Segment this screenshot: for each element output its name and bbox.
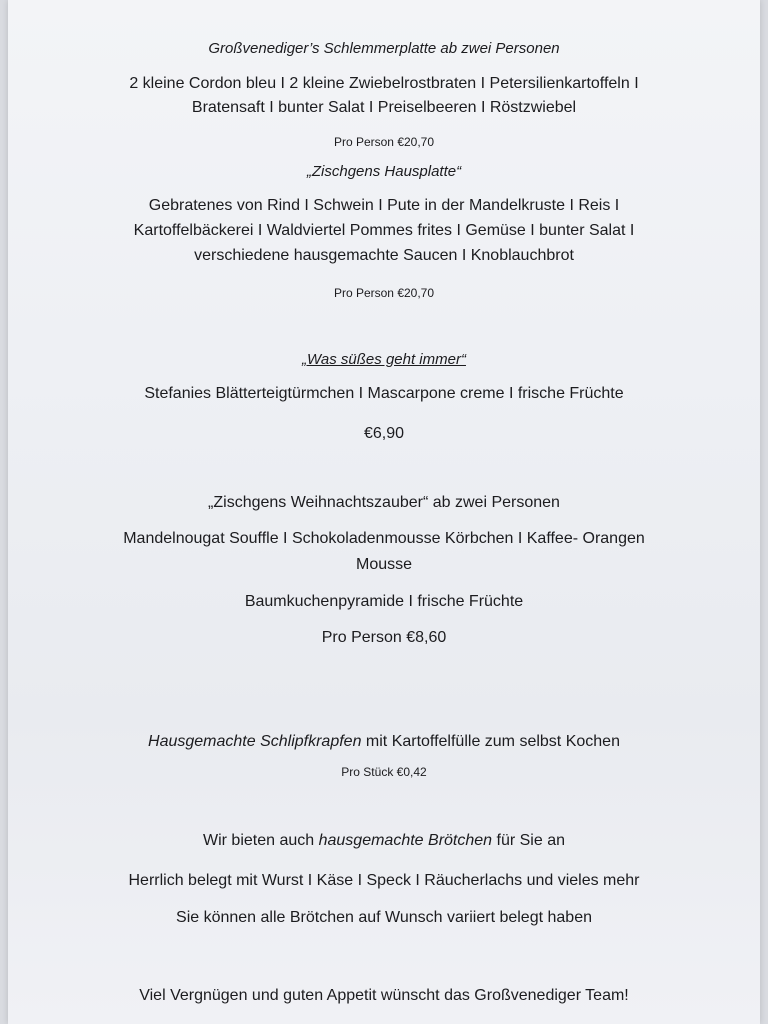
closing-line-variation: Sie können alle Brötchen auf Wunsch variiert belegt haben (176, 909, 592, 926)
dish-description-line: 2 kleine Cordon bleu I 2 kleine Zwiebelrostbraten I Petersilienkartoffeln I (129, 75, 639, 92)
menu-page (8, 0, 760, 1024)
dessert-description-line: Baumkuchenpyramide I frische Früchte (244, 593, 524, 610)
dish-price: Pro Person €20,70 (333, 286, 435, 300)
dish-description-line: Gebratenes von Rind I Schwein I Pute in der Mandelkruste I Reis I (148, 197, 620, 214)
dessert-title-weihnachtszauber: „Zischgens Weihnachtszauber“ ab zwei Personen (208, 494, 560, 511)
dish-price: Pro Person €20,70 (333, 135, 435, 149)
dessert-title-was-suesses: „Was süßes geht immer“ (302, 351, 466, 368)
closing-text: für Sie an (492, 832, 565, 849)
dish-title-italic: Hausgemachte Schlipfkrapfen (148, 733, 362, 750)
dish-price: Pro Stück €0,42 (341, 765, 427, 779)
closing-line-belag: Herrlich belegt mit Wurst I Käse I Speck I Räucherlachs und vieles mehr (128, 872, 640, 889)
dish-description-line: verschiedene hausgemachte Saucen I Knoblauchbrot (194, 247, 574, 264)
closing-text: Wir bieten auch (203, 832, 319, 849)
dessert-description-line: Mousse (355, 556, 413, 573)
closing-line-broetchen (8, 832, 760, 850)
dish-title-schlemmerplatte: Großvenediger’s Schlemmerplatte ab zwei Personen (208, 40, 560, 57)
dish-title-hausplatte: „Zischgens Hausplatte“ (306, 163, 462, 180)
closing-text-italic: hausgemachte Brötchen (318, 832, 493, 849)
dessert-price: Pro Person €8,60 (321, 629, 447, 646)
dish-description-line: Bratensaft I bunter Salat I Preiselbeeren I Röstzwiebel (191, 99, 577, 116)
closing-farewell: Viel Vergnügen und guten Appetit wünscht das Großvenediger Team! (139, 987, 629, 1004)
dish-title-schlipfkrapfen (8, 733, 760, 751)
dessert-description-line: Stefanies Blätterteigtürmchen I Mascarpone creme I frische Früchte (144, 385, 624, 402)
dish-title-rest: mit Kartoffelfülle zum selbst Kochen (361, 733, 620, 750)
dessert-description-line: Mandelnougat Souffle I Schokoladenmousse Körbchen I Kaffee- Orangen (123, 530, 645, 547)
dessert-price: €6,90 (363, 425, 405, 442)
dish-description-line: Kartoffelbäckerei I Waldviertel Pommes frites I Gemüse I bunter Salat I (133, 222, 635, 239)
